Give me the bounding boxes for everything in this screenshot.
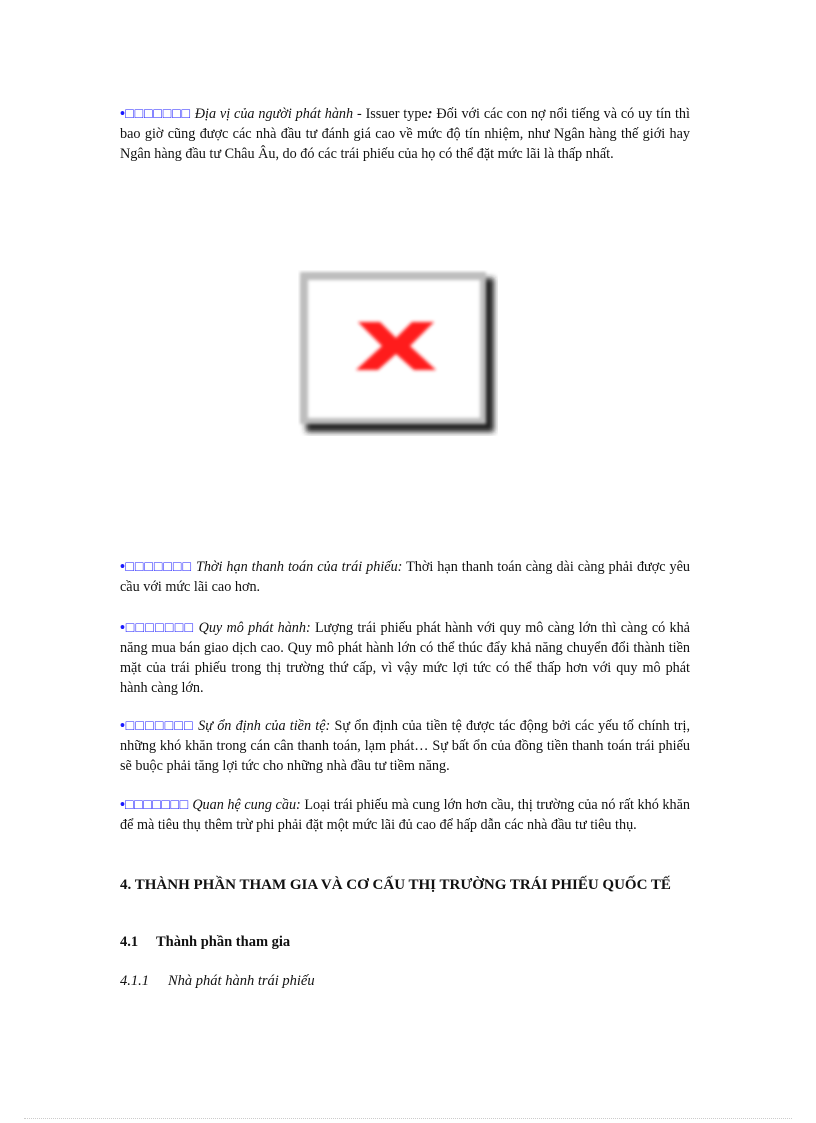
paragraph-term: Quan hệ cung cầu: <box>192 797 301 813</box>
paragraph-text: Đối với các con nợ nổi tiếng và có uy tín thì bao giờ cũng được các nhà đầu tư đánh giá cao về mức độ tín nhiệm, như Ngân hàng thế giới hay Ngân hàng đầu tư Châu Âu, do đó các trái phiếu của họ có thể đặt mức lãi là thấp nhất. <box>120 106 690 162</box>
bullet-icon: • <box>120 620 125 636</box>
subsubsection-heading <box>120 973 315 990</box>
section-heading: 4. THÀNH PHẦN THAM GIA VÀ CƠ CẤU THỊ TRƯỜNG TRÁI PHIẾU QUỐC TẾ <box>120 877 671 893</box>
missing-glyph-boxes: □□□□□□□ <box>124 620 195 636</box>
missing-glyph-boxes: □□□□□□□ <box>124 106 191 122</box>
subsubsection-title: Nhà phát hành trái phiếu <box>168 973 315 989</box>
paragraph-term: Địa vị của người phát hành <box>194 106 354 122</box>
paragraph-text: Loại trái phiếu mà cung lớn hơn cầu, thị trường của nó rất khó khăn để mà tiêu thụ thêm trừ phi phải đặt một mức lãi đủ cao để hấp dẫn các nhà đầu tư tiêu thụ. <box>120 797 690 833</box>
paragraph-text: Sự ổn định của tiền tệ được tác động bởi các yếu tố chính trị, những khó khăn trong cán cân thanh toán, lạm phát… Sự bất ổn của đồng tiền thanh toán trái phiếu sẽ buộc phải tăng lợi tức cho những nhà đầu tư tiềm năng. <box>120 718 691 774</box>
broken-image-icon <box>298 270 498 436</box>
paragraph-term: Sự ổn định của tiền tệ: <box>198 718 331 734</box>
missing-glyph-boxes: □□□□□□□ <box>124 797 189 813</box>
subsection-title: Thành phần tham gia <box>156 934 291 950</box>
paragraph-text: Thời hạn thanh toán càng dài càng phải được yêu cầu với mức lãi cao hơn. <box>120 559 690 595</box>
subsubsection-number: 4.1.1 <box>120 973 149 989</box>
paragraph-issue-size <box>120 618 690 698</box>
paragraph-currency-stability <box>120 716 690 776</box>
subsection-number: 4.1 <box>120 934 139 950</box>
missing-glyph-boxes: □□□□□□□ <box>124 559 192 575</box>
missing-glyph-boxes: □□□□□□□ <box>124 718 194 734</box>
bullet-icon: • <box>120 718 125 734</box>
paragraph-term: Quy mô phát hành: <box>198 620 311 636</box>
subsection-heading <box>120 934 290 951</box>
bullet-icon: • <box>120 797 125 813</box>
paragraph-maturity <box>120 557 690 597</box>
paragraph-issuer-type <box>120 104 690 164</box>
paragraph-term-suffix: - Issuer type <box>353 106 428 122</box>
page-bottom-divider <box>24 1118 792 1119</box>
paragraph-supply-demand <box>120 795 690 835</box>
paragraph-term: Thời hạn thanh toán của trái phiếu: <box>195 559 403 575</box>
paragraph-text: Lượng trái phiếu phát hành với quy mô càng lớn thì càng có khả năng mua bán giao dịch cao. Quy mô phát hành lớn có thể thúc đẩy khả năng chuyển đổi thành tiền mặt của trái phiếu trong thị trường thứ cấp, vì vậy mức lợi tức có thể thấp hơn với quy mô phát hành càng lớn. <box>120 620 690 696</box>
paragraph-term-colon: : <box>427 106 433 122</box>
bullet-icon: • <box>120 106 125 122</box>
bullet-icon: • <box>120 559 125 575</box>
